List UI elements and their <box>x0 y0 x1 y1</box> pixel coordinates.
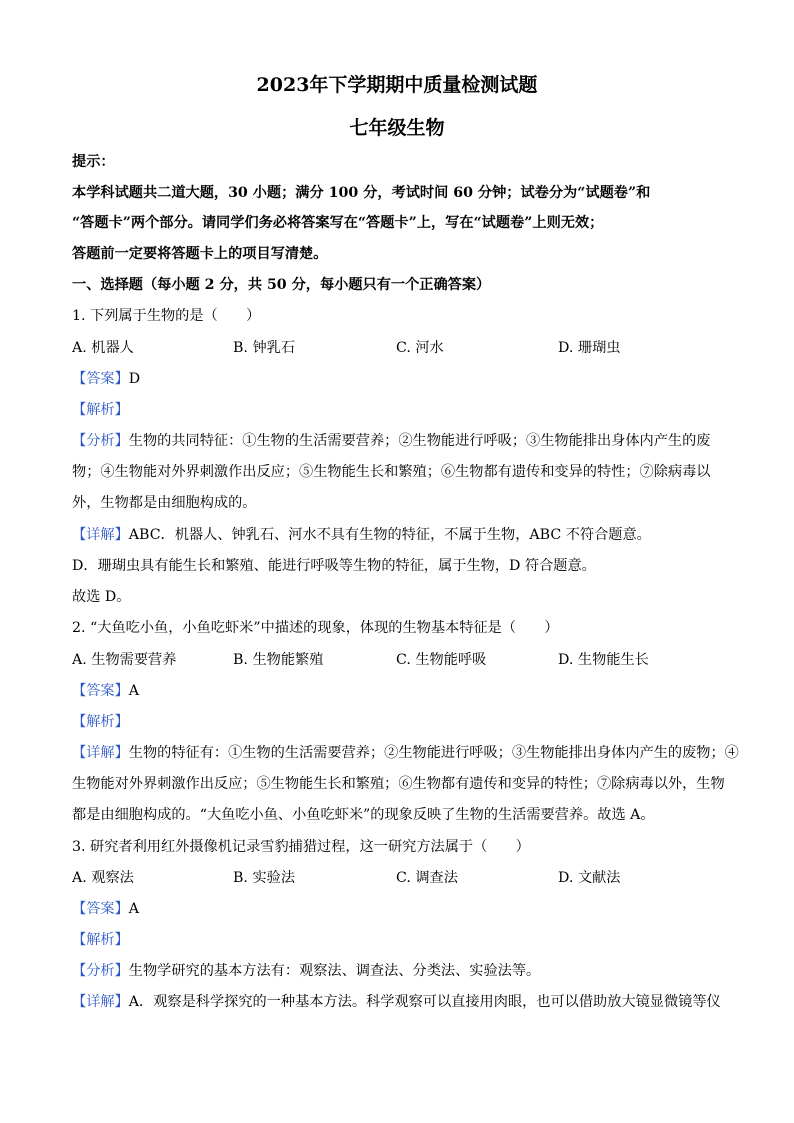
q2-xiangjie-line-3: 都是由细胞构成的。“大鱼吃小鱼、小鱼吃虾米”的现象反映了生物的生活需要营养。故选 A。 <box>72 807 655 823</box>
answer-value: A <box>128 683 140 699</box>
analysis-tag: 【解析】 <box>72 932 129 948</box>
analysis-tag: 【解析】 <box>72 402 129 418</box>
xiangjie-text: A．观察是科学探究的一种基本方法。科学观察可以直接用肉眼，也可以借助放大镜显微镜等仪 <box>128 994 721 1010</box>
q2-option-a: A. 生物需要营养 <box>72 652 177 668</box>
q1-fenxi-line-2: 物；④生物能对外界刺激作出反应；⑤生物能生长和繁殖；⑥生物都有遗传和变异的特性；⑦除病毒以 <box>72 464 711 480</box>
q1-xiangjie-line-3: 故选 D。 <box>72 589 131 605</box>
q1-option-a: A. 机器人 <box>72 340 134 356</box>
exam-subtitle: 七年级生物 <box>349 117 445 139</box>
answer-value: D <box>128 371 141 387</box>
fenxi-text: 生物学研究的基本方法有：观察法、调查法、分类法、实验法等。 <box>128 963 541 979</box>
q2-answer <box>72 681 732 701</box>
q1-stem: 1. 下列属于生物的是（ ） <box>72 308 261 324</box>
q1-option-d: D. 珊瑚虫 <box>558 340 621 356</box>
q3-option-d: D. 文献法 <box>558 870 621 886</box>
q3-fenxi-line <box>72 961 732 981</box>
q1-xiangjie-line-1 <box>72 525 732 545</box>
q1-analysis-tag <box>72 400 732 420</box>
notice-label: 提示： <box>72 154 115 170</box>
notice-line-2: “答题卡”两个部分。请同学们务必将答案写在“答题卡”上，写在“试题卷”上则无效； <box>72 215 604 231</box>
q1-option-c: C. 河水 <box>396 340 444 356</box>
q1-xiangjie-line-2: D．珊瑚虫具有能生长和繁殖、能进行呼吸等生物的特征，属于生物，D 符合题意。 <box>72 558 596 574</box>
answer-tag: 【答案】 <box>72 371 129 387</box>
q2-xiangjie-line-1 <box>72 743 739 763</box>
q3-xiangjie-line <box>72 992 732 1012</box>
xiangjie-tag: 【详解】 <box>72 994 129 1010</box>
q3-answer <box>72 899 732 919</box>
q3-option-c: C. 调查法 <box>396 870 458 886</box>
xiangjie-tag: 【详解】 <box>72 745 129 761</box>
q2-option-d: D. 生物能生长 <box>558 652 649 668</box>
q1-answer <box>72 369 732 389</box>
q2-stem: 2. “大鱼吃小鱼，小鱼吃虾米”中描述的现象，体现的生物基本特征是（ ） <box>72 620 559 636</box>
fenxi-text: 生物的共同特征：①生物的生活需要营养；②生物能进行呼吸；③生物能排出身体内产生的废 <box>128 433 711 449</box>
q3-analysis-tag <box>72 930 732 950</box>
q1-option-b: B. 钟乳石 <box>233 340 296 356</box>
q1-fenxi-line-1 <box>72 431 732 451</box>
answer-tag: 【答案】 <box>72 683 129 699</box>
q2-option-c: C. 生物能呼吸 <box>396 652 487 668</box>
exam-title: 2023年下学期期中质量检测试题 <box>256 74 538 96</box>
xiangjie-text: 生物的特征有：①生物的生活需要营养；②生物能进行呼吸；③生物能排出身体内产生的废物；④ <box>128 745 739 761</box>
q3-option-a: A. 观察法 <box>72 870 134 886</box>
notice-line-1: 本学科试题共二道大题，30 小题；满分 100 分，考试时间 60 分钟；试卷分为“试题卷”和 <box>72 185 651 201</box>
q3-option-b: B. 实验法 <box>233 870 296 886</box>
xiangjie-tag: 【详解】 <box>72 527 129 543</box>
answer-tag: 【答案】 <box>72 901 129 917</box>
q1-fenxi-line-3: 外，生物都是由细胞构成的。 <box>72 495 257 511</box>
q2-xiangjie-line-2: 生物能对外界刺激作出反应；⑤生物能生长和繁殖；⑥生物都有遗传和变异的特性；⑦除病毒以外，生物 <box>72 776 725 792</box>
section-heading: 一、选择题（每小题 2 分，共 50 分，每小题只有一个正确答案） <box>72 277 491 293</box>
q2-option-b: B. 生物能繁殖 <box>233 652 324 668</box>
fenxi-tag: 【分析】 <box>72 433 129 449</box>
xiangjie-text: ABC．机器人、钟乳石、河水不具有生物的特征，不属于生物，ABC 不符合题意。 <box>128 527 651 543</box>
notice-line-3: 答题前一定要将答题卡上的项目写清楚。 <box>72 246 328 262</box>
answer-value: A <box>128 901 140 917</box>
q3-stem: 3. 研究者利用红外摄像机记录雪豹捕猎过程，这一研究方法属于（ ） <box>72 839 530 855</box>
q2-analysis-tag <box>72 712 732 732</box>
fenxi-tag: 【分析】 <box>72 963 129 979</box>
analysis-tag: 【解析】 <box>72 714 129 730</box>
